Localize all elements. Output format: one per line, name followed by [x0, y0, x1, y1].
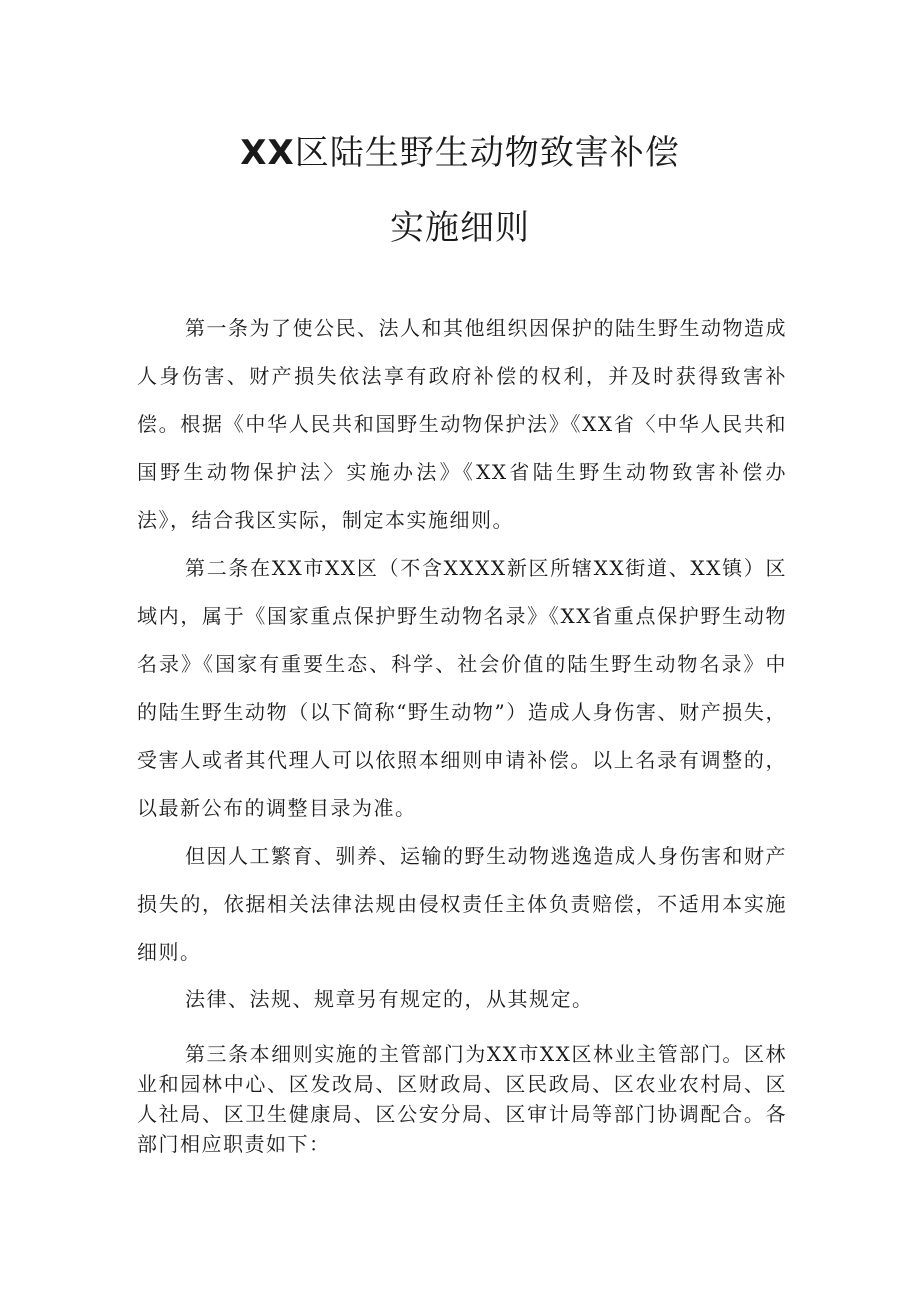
title-rest: 区陆生野生动物致害补偿	[294, 133, 680, 173]
article-3-paragraph: 第三条本细则实施的主管部门为XX市XX区林业主管部门。区林业和园林中心、区发改局、区财政局、区民政局、区农业农村局、区人社局、区卫生健康局、区公安分局、区审计局等部门协调配合。各部门相应职责如下：	[137, 1042, 787, 1156]
article-2-exception-paragraph: 但因人工繁育、驯养、运输的野生动物逃逸造成人身伤害和财产损失的，依据相关法律法规由侵权责任主体负责赔偿，不适用本实施细则。	[137, 844, 787, 964]
document-title-line-2: 实施细则	[390, 208, 530, 248]
title-prefix: XX	[240, 133, 295, 173]
article-1-paragraph: 第一条为了使公民、法人和其他组织因保护的陆生野生动物造成人身伤害、财产损失依法享有政府补偿的权利，并及时获得致害补偿。根据《中华人民共和国野生动物保护法》《XX省〈中华人民共和国野生动物保护法〉实施办法》《XX省陆生野生动物致害补偿办法》，结合我区实际，制定本实施细则。	[137, 316, 787, 532]
document-title-line-1	[0, 125, 920, 174]
article-2-paragraph: 第二条在XX市XX区（不含XXXX新区所辖XX街道、XX镇）区域内，属于《国家重点保护野生动物名录》《XX省重点保护野生动物名录》《国家有重要生态、科学、社会价值的陆生野生动物名录》中的陆生野生动物（以下简称“野生动物”）造成人身伤害、财产损失，受害人或者其代理人可以依照本细则申请补偿。以上名录有调整的，以最新公布的调整目录为准。	[137, 556, 787, 820]
article-2-other-laws-paragraph: 法律、法规、规章另有规定的，从其规定。	[185, 987, 594, 1011]
